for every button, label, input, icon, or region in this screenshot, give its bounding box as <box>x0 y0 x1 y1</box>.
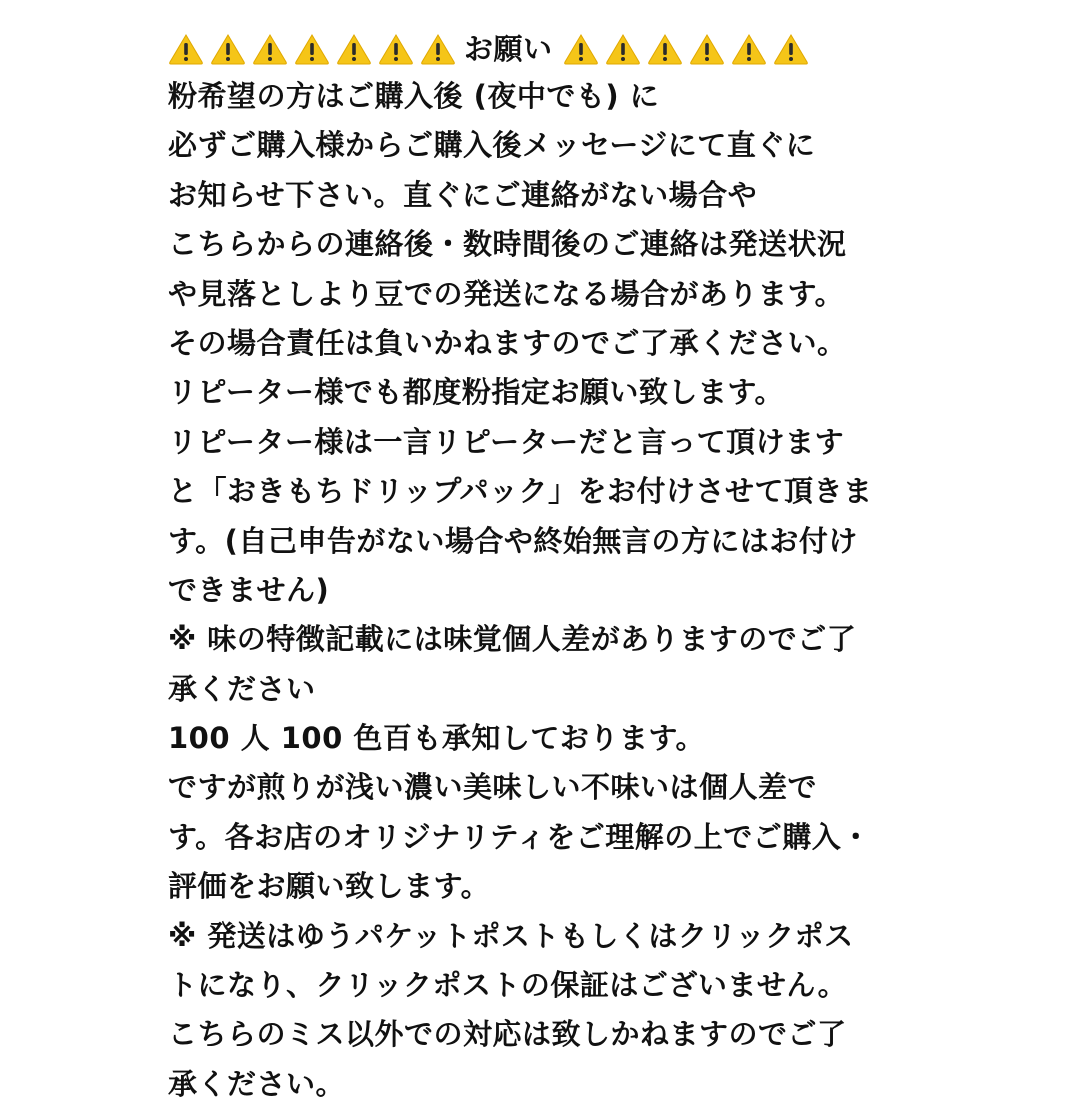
warning-icon <box>420 33 456 65</box>
notice-line: こちらからの連絡後・数時間後のご連絡は発送状況 <box>168 227 847 262</box>
warning-icon <box>773 33 809 65</box>
notice-body <box>168 72 1068 1109</box>
warning-icon <box>210 33 246 65</box>
notice-line: トになり、クリックポストの保証はございません。 <box>168 968 848 1003</box>
notice-line: す。各お店のオリジナリティをご理解の上でご購入・ <box>168 819 871 854</box>
notice-title: お願い <box>464 32 553 66</box>
warning-icon <box>294 33 330 65</box>
notice-line: 評価をお願い致します。 <box>168 869 491 904</box>
warning-icon <box>378 33 414 65</box>
notice-line: と「おきもちドリップパック」をお付けさせて頂きま <box>168 474 873 509</box>
notice-line: 承ください。 <box>168 1066 346 1101</box>
warning-icon <box>689 33 725 65</box>
warning-icon <box>563 33 599 65</box>
warning-icon <box>647 33 683 65</box>
warning-icon <box>605 33 641 65</box>
right-warning-icons <box>563 33 809 65</box>
warning-icon <box>252 33 288 65</box>
notice-line: リピーター様は一言リピーターだと言って頂けます <box>168 424 845 459</box>
notice-line: お知らせ下さい。直ぐにご連絡がない場合や <box>168 177 758 212</box>
notice-line: や見落としより豆での発送になる場合があります。 <box>168 276 845 311</box>
notice-line: 粉希望の方はご購入後 (夜中でも) に <box>168 79 660 113</box>
notice-line: す。(自己申告がない場合や終始無言の方にはお付け <box>168 523 858 558</box>
notice-line: ※ 発送はゆうパケットポストもしくはクリックポス <box>168 918 854 953</box>
notice-line: ですが煎りが浅い濃い美味しい不味いは個人差で <box>168 770 818 805</box>
notice-line: 必ずご購入様からご購入後メッセージにて直ぐに <box>168 128 816 163</box>
notice-line: ※ 味の特徴記載には味覚個人差がありますのでご了 <box>168 622 857 657</box>
notice-line: こちらのミス以外での対応は致しかねますのでご了 <box>168 1017 847 1052</box>
notice-line: できません) <box>168 572 330 607</box>
left-warning-icons <box>168 33 456 65</box>
warning-icon <box>168 33 204 65</box>
notice-line: 承ください <box>168 671 316 706</box>
notice-line: リピーター様でも都度粉指定お願い致します。 <box>168 375 785 410</box>
notice-block <box>168 26 1068 1109</box>
warning-icon <box>336 33 372 65</box>
notice-line: その場合責任は負いかねますのでご了承ください。 <box>168 325 847 360</box>
notice-title-row <box>168 26 1068 72</box>
notice-line: 100 人 100 色百も承知しております。 <box>168 721 706 756</box>
warning-icon <box>731 33 767 65</box>
